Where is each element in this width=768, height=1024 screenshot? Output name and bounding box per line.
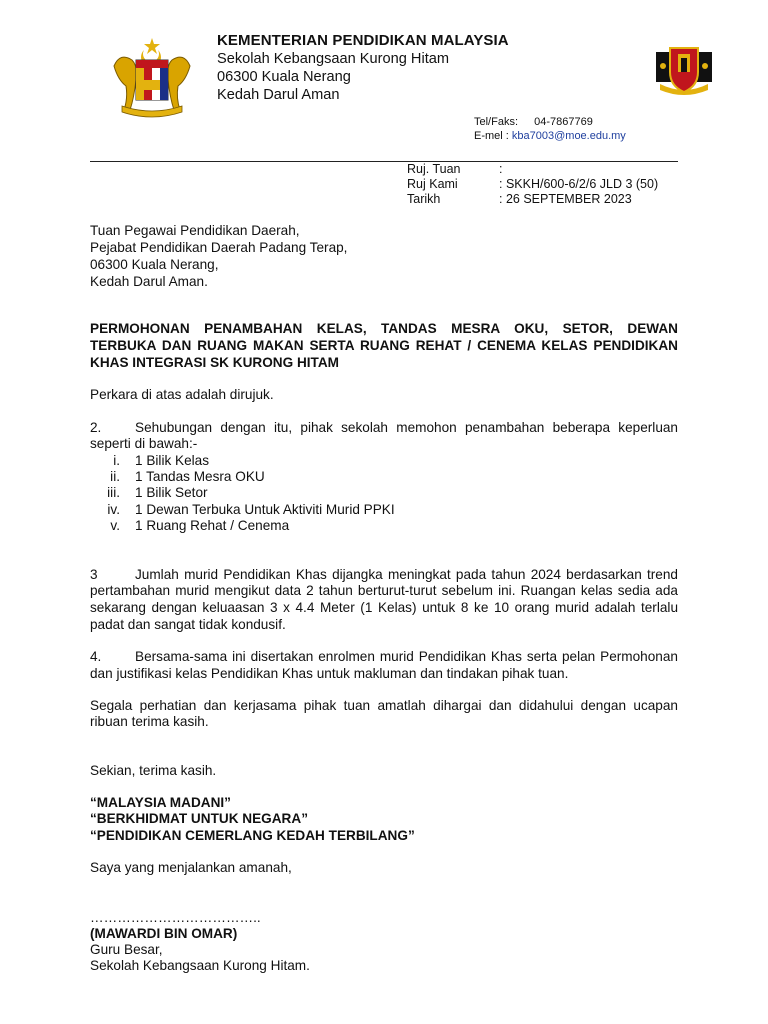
tel-fax (474, 115, 593, 129)
p4-line-2: dan justifikasi kelas Pendidikan Khas untuk makluman dan tindakan pihak tuan. (90, 666, 569, 681)
ruj-kami-value: : SKKH/600-6/2/6 JLD 3 (50) (499, 177, 659, 191)
tarikh-value: : 26 SEPTEMBER 2023 (499, 192, 632, 206)
list-item (90, 469, 690, 485)
p3-line-1: Jumlah murid Pendidikan Khas dijangka meningkat pada tahun 2024 berdasarkan trend (135, 567, 678, 582)
ref-ruj-kami (407, 177, 658, 192)
recipient-line-2: Pejabat Pendidikan Daerah Padang Terap, (90, 240, 348, 255)
tel-value: 04-7867769 (534, 116, 593, 128)
closing-thanks: Sekian, terima kasih. (90, 763, 217, 778)
signatory-title: Guru Besar, (90, 942, 163, 957)
school-name: Sekolah Kebangsaan Kurong Hitam (217, 51, 450, 67)
list-item-number: ii. (110, 469, 120, 485)
motto-2: “BERKHIDMAT UNTUK NEGARA” (90, 811, 308, 826)
p5-line-2: ribuan terima kasih. (90, 714, 209, 729)
p4-number: 4. (90, 649, 102, 664)
ruj-kami-label: Ruj Kami (407, 177, 458, 191)
recipient-line-4: Kedah Darul Aman. (90, 274, 208, 289)
list-item (90, 502, 690, 518)
list-item-number: v. (110, 517, 120, 533)
signatory-school: Sekolah Kebangsaan Kurong Hitam. (90, 958, 310, 973)
list-item (90, 485, 690, 501)
list-item-number: i. (113, 453, 120, 468)
list-item-text: 1 Bilik Setor (135, 485, 208, 501)
p5-line-1: Segala perhatian dan kerjasama pihak tuan amatlah dihargai dan didahului dengan ucapan (90, 698, 678, 713)
list-item (90, 453, 690, 469)
p4-line-1: Bersama-sama ini disertakan enrolmen murid Pendidikan Khas serta pelan Permohonan (135, 649, 678, 664)
list-item-text: 1 Dewan Terbuka Untuk Aktiviti Murid PPKI (135, 501, 395, 517)
p3-number: 3 (90, 567, 98, 582)
header-divider (90, 161, 678, 162)
p3-line-4: padat dan sangat tidak kondusif. (90, 617, 286, 632)
subject-line-2: TERBUKA DAN RUANG MAKAN SERTA RUANG REHAT / CENEMA KELAS PENDIDIKAN (90, 338, 678, 353)
closing-amanah: Saya yang menjalankan amanah, (90, 860, 292, 875)
ref-tarikh (407, 192, 632, 207)
p2-line-1: Sehubungan dengan itu, pihak sekolah memohon penambahan beberapa keperluan (135, 420, 678, 435)
p2-line-2: seperti di bawah:- (90, 436, 198, 451)
list-item-text: 1 Tandas Mesra OKU (135, 469, 265, 485)
motto-3: “PENDIDIKAN CEMERLANG KEDAH TERBILANG” (90, 828, 415, 843)
tarikh-label: Tarikh (407, 192, 441, 206)
email-label: E-mel : (474, 130, 509, 142)
school-address-state: Kedah Darul Aman (217, 87, 340, 103)
subject-line-1: PERMOHONAN PENAMBAHAN KELAS, TANDAS MESRA OKU, SETOR, DEWAN (90, 321, 678, 336)
recipient-line-3: 06300 Kuala Nerang, (90, 257, 219, 272)
school-crest-icon (656, 44, 712, 96)
signature-dots: ……………………………….. (90, 910, 261, 925)
p2-number: 2. (90, 420, 102, 435)
list-item-text: 1 Ruang Rehat / Cenema (135, 517, 290, 533)
signatory-name: (MAWARDI BIN OMAR) (90, 926, 238, 941)
ref-ruj-tuan (407, 162, 502, 177)
recipient-line-1: Tuan Pegawai Pendidikan Daerah, (90, 223, 300, 238)
subject-line-3: KHAS INTEGRASI SK KURONG HITAM (90, 355, 339, 370)
requirements-list (90, 453, 690, 534)
ministry-name: KEMENTERIAN PENDIDIKAN MALAYSIA (217, 32, 509, 49)
list-item (90, 518, 690, 534)
list-item-number: iv. (107, 501, 120, 517)
ruj-tuan-label: Ruj. Tuan (407, 162, 461, 176)
tel-label: Tel/Faks: (474, 116, 519, 128)
p3-line-2: pertambahan murid mengikut data 2 tahun berturut-turut sebelum ini. Ruangan kelas sedia ada (90, 583, 678, 598)
malaysia-coat-of-arms-icon (108, 36, 196, 120)
list-item-number: iii. (107, 485, 120, 501)
ruj-tuan-value: : (499, 162, 503, 176)
list-item-text: 1 Bilik Kelas (135, 453, 210, 468)
motto-1: “MALAYSIA MADANI” (90, 795, 231, 810)
email-link[interactable]: kba7003@moe.edu.my (511, 130, 626, 142)
school-address-city: 06300 Kuala Nerang (217, 69, 351, 85)
email-line (474, 129, 626, 143)
intro-paragraph: Perkara di atas adalah dirujuk. (90, 387, 274, 402)
p3-line-3: sekarang dengan keluaasan 3 x 4.4 Meter (1 Kelas) untuk 8 ke 10 orang murid adalah terlalu (90, 600, 678, 615)
